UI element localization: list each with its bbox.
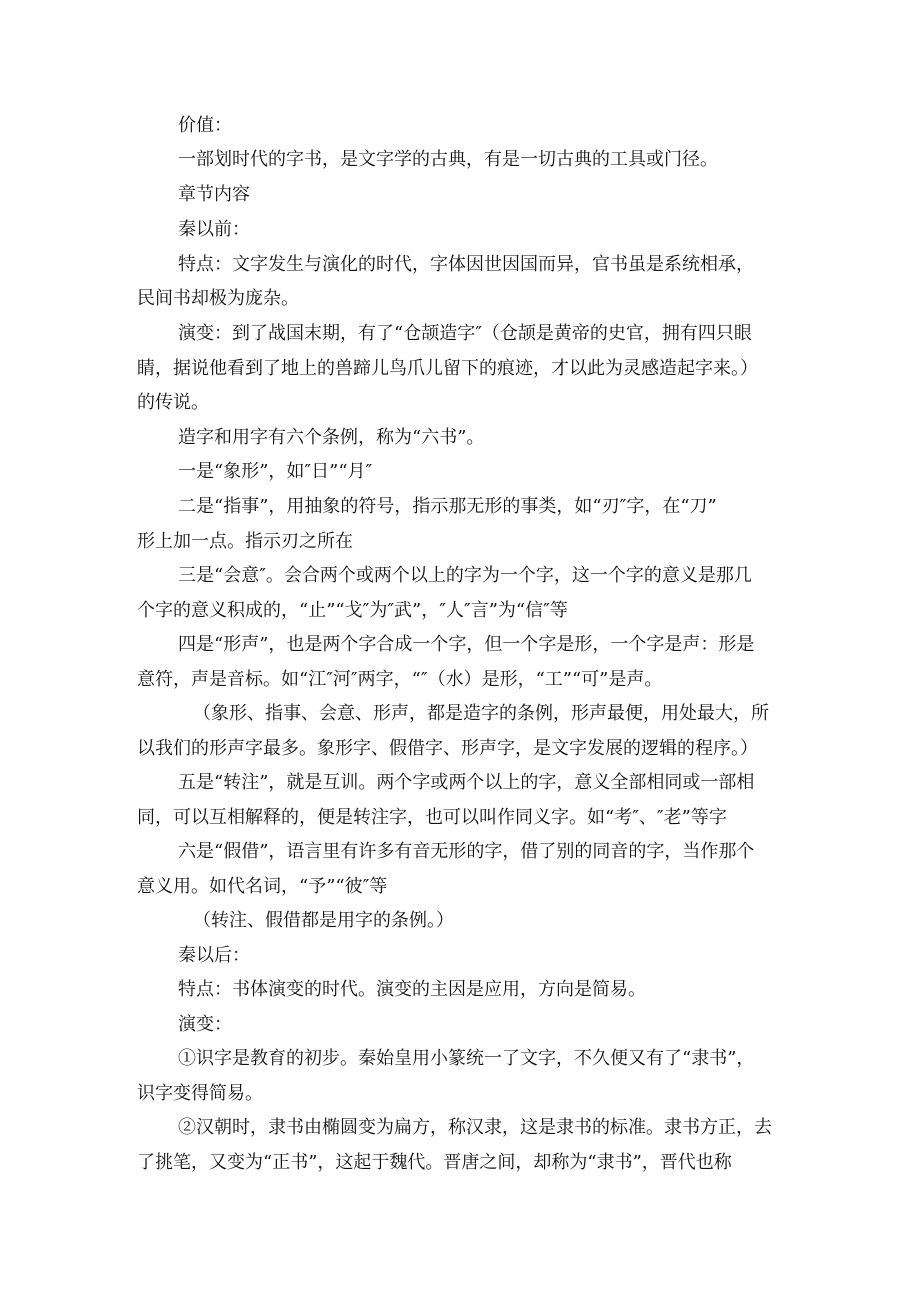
line-note-creation-2: 以我们的形声字最多。象形字、假借字、形声字，是文字发展的逻辑的程序。） — [137, 738, 758, 759]
line-indicative-2: 形上加一点。指示刃之所在 — [137, 531, 353, 552]
line-item-1a: ①识字是教育的初步。秦始皇用小篆统一了文字，不久便又有了“隶书”， — [178, 1048, 755, 1069]
line-item-2b: 了挑笔，又变为“正书”，这起于魏代。晋唐之间，却称为“隶书”，晋代也称 — [137, 1152, 732, 1173]
line-evolution-heading: 演变： — [178, 1014, 232, 1035]
line-value-heading: 价值： — [178, 115, 232, 136]
line-evolution-1: 演变：到了战国末期，有了“仓颉造字″（仓颉是黄帝的史官，拥有四只眼 — [178, 323, 752, 344]
line-note-usage: （转注、假借都是用字的条例。） — [193, 910, 454, 931]
line-chapter-heading: 章节内容 — [178, 184, 250, 205]
line-indicative-1: 二是“指事”，用抽象的符号，指示那无形的事类，如“刃″字，在“刀” — [178, 496, 717, 517]
line-borrowing-1: 六是“假借”，语言里有许多有音无形的字，借了别的同音的字，当作那个 — [178, 841, 755, 862]
line-phonetic-1: 四是“形声”，也是两个字合成一个字，但一个字是形，一个字是声：形是 — [178, 634, 755, 655]
line-ideograph-1: 三是“会意″。会合两个或两个以上的字为一个字，这一个字的意义是那几 — [178, 565, 752, 586]
line-transfer-2: 同，可以互相解释的，便是转注字，也可以叫作同义字。如“考″、″老”等字 — [137, 807, 727, 828]
line-features-1: 特点：文字发生与演化的时代，字体因世因国而异，官书虽是系统相承， — [178, 254, 754, 275]
line-features-2: 民间书却极为庞杂。 — [137, 288, 299, 309]
line-pictograph: 一是“象形”，如″日”“月″ — [178, 461, 373, 482]
line-ideograph-2: 个字的意义积成的，“止”“戈″为″武”，″人″言”为“信″等 — [137, 600, 568, 621]
line-note-creation-1: （象形、指事、会意、形声，都是造字的条例，形声最便，用处最大，所 — [193, 703, 769, 724]
line-six-scripts: 造字和用字有六个条例，称为“六书”。 — [178, 427, 485, 448]
line-evolution-3: 的传说。 — [137, 392, 209, 413]
line-phonetic-2: 意符，声是音标。如“江″河″两字，“″（水）是形，“工”“可”是声。 — [137, 669, 663, 690]
line-value-text: 一部划时代的字书，是文字学的古典，有是一切古典的工具或门径。 — [178, 149, 718, 170]
line-item-1b: 识字变得简易。 — [137, 1083, 263, 1104]
line-after-qin: 秦以后： — [178, 945, 250, 966]
line-before-qin: 秦以前： — [178, 219, 250, 240]
line-item-2a: ②汉朝时，隶书由椭圆变为扁方，称汉隶，这是隶书的标准。隶书方正，去 — [178, 1117, 772, 1138]
line-borrowing-2: 意义用。如代名词，“予”“彼″等 — [137, 876, 388, 897]
line-features-after: 特点：书体演变的时代。演变的主因是应用，方向是简易。 — [178, 979, 646, 1000]
line-transfer-1: 五是“转注”，就是互训。两个字或两个以上的字，意义全部相同或一部相 — [178, 772, 755, 793]
line-evolution-2: 睛，据说他看到了地上的兽蹄儿鸟爪儿留下的痕迹，才以此为灵感造起字来。） — [137, 358, 758, 379]
